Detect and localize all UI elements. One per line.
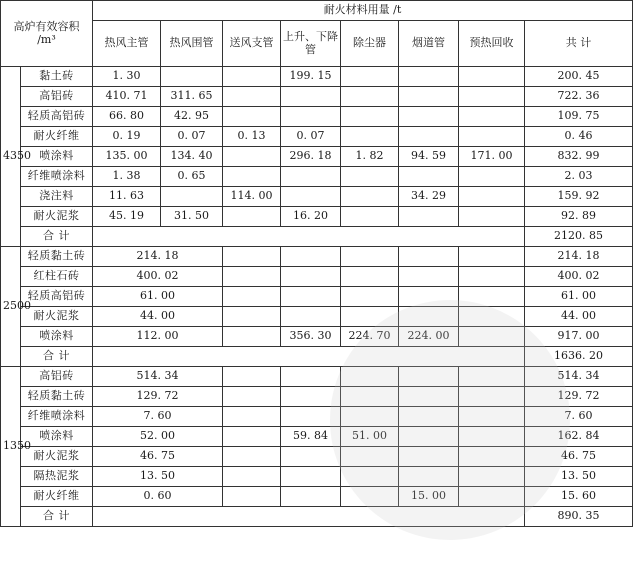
value-cell [161, 67, 223, 87]
total-cell: 13. 50 [525, 467, 633, 487]
sum-row [1, 347, 633, 367]
value-cell: 224. 70 [341, 327, 399, 347]
value-cell: 31. 50 [161, 207, 223, 227]
header-row-2 [1, 21, 633, 67]
value-cell [223, 167, 281, 187]
capacity-header [1, 1, 93, 67]
value-cell: 15. 00 [399, 487, 459, 507]
table-row [1, 127, 633, 147]
total-cell: 722. 36 [525, 87, 633, 107]
sum-blank-cell [93, 347, 525, 367]
material-name: 轻质黏土砖 [21, 247, 93, 267]
material-name: 纤维喷涂料 [21, 167, 93, 187]
material-name: 耐火纤维 [21, 487, 93, 507]
value-cell [459, 387, 525, 407]
value-cell [399, 67, 459, 87]
value-cell [459, 327, 525, 347]
value-cell [399, 367, 459, 387]
value-cell [341, 307, 399, 327]
value-cell [223, 387, 281, 407]
capacity-cell: 1350 [1, 367, 21, 527]
value-cell [281, 187, 341, 207]
value-cell [399, 87, 459, 107]
value-cell [281, 87, 341, 107]
value-cell: 114. 00 [223, 187, 281, 207]
value-cell: 51. 00 [341, 427, 399, 447]
sum-label: 合 计 [21, 227, 93, 247]
sum-row [1, 507, 633, 527]
value-cell [399, 447, 459, 467]
value-cell [459, 287, 525, 307]
value-cell [341, 207, 399, 227]
total-cell: 832. 99 [525, 147, 633, 167]
merged-value-cell: 129. 72 [93, 387, 223, 407]
material-name: 喷涂料 [21, 147, 93, 167]
value-cell: 199. 15 [281, 67, 341, 87]
sum-label: 合 计 [21, 347, 93, 367]
table-row [1, 487, 633, 507]
merged-value-cell: 112. 00 [93, 327, 223, 347]
value-cell [223, 67, 281, 87]
table-row [1, 147, 633, 167]
table-row [1, 467, 633, 487]
value-cell [341, 387, 399, 407]
capacity-header-line2: /m³ [37, 32, 56, 46]
value-cell [223, 427, 281, 447]
value-cell [341, 467, 399, 487]
column-header: 上升、下降管 [281, 21, 341, 67]
material-name: 红柱石砖 [21, 267, 93, 287]
material-name: 隔热泥浆 [21, 467, 93, 487]
value-cell [281, 487, 341, 507]
total-cell: 2. 03 [525, 167, 633, 187]
value-cell [341, 107, 399, 127]
value-cell [223, 207, 281, 227]
merged-value-cell: 0. 60 [93, 487, 223, 507]
table-row [1, 307, 633, 327]
column-header: 热风围管 [161, 21, 223, 67]
value-cell [161, 187, 223, 207]
table-row [1, 367, 633, 387]
merged-value-cell: 13. 50 [93, 467, 223, 487]
value-cell: 224. 00 [399, 327, 459, 347]
value-cell: 16. 20 [281, 207, 341, 227]
column-header: 预热回收 [459, 21, 525, 67]
value-cell [459, 447, 525, 467]
value-cell: 0. 13 [223, 127, 281, 147]
merged-value-cell: 214. 18 [93, 247, 223, 267]
total-cell: 46. 75 [525, 447, 633, 467]
value-cell [281, 287, 341, 307]
material-name: 轻质黏土砖 [21, 387, 93, 407]
material-name: 喷涂料 [21, 327, 93, 347]
value-cell [281, 407, 341, 427]
column-header: 共 计 [525, 21, 633, 67]
value-cell [223, 487, 281, 507]
value-cell [341, 167, 399, 187]
value-cell: 34. 29 [399, 187, 459, 207]
material-name: 轻质高铝砖 [21, 107, 93, 127]
value-cell: 11. 63 [93, 187, 161, 207]
merged-value-cell: 400. 02 [93, 267, 223, 287]
table-row [1, 207, 633, 227]
value-cell [459, 427, 525, 447]
column-header: 烟道管 [399, 21, 459, 67]
value-cell [341, 87, 399, 107]
value-cell: 134. 40 [161, 147, 223, 167]
sum-label: 合 计 [21, 507, 93, 527]
capacity-header-line1: 高炉有效容积 [13, 20, 80, 34]
value-cell [341, 447, 399, 467]
material-name: 耐火纤维 [21, 127, 93, 147]
value-cell: 59. 84 [281, 427, 341, 447]
value-cell [223, 367, 281, 387]
value-cell [281, 307, 341, 327]
value-cell [223, 447, 281, 467]
value-cell: 45. 19 [93, 207, 161, 227]
total-cell: 917. 00 [525, 327, 633, 347]
total-cell: 109. 75 [525, 107, 633, 127]
value-cell [459, 367, 525, 387]
value-cell [341, 267, 399, 287]
group-header: 耐火材料用量 /t [93, 1, 633, 21]
material-name: 高铝砖 [21, 87, 93, 107]
value-cell [459, 107, 525, 127]
value-cell [341, 127, 399, 147]
value-cell [223, 287, 281, 307]
value-cell: 1. 38 [93, 167, 161, 187]
value-cell [341, 187, 399, 207]
material-name: 轻质高铝砖 [21, 287, 93, 307]
total-cell: 92. 89 [525, 207, 633, 227]
value-cell [459, 167, 525, 187]
column-header: 热风主管 [93, 21, 161, 67]
value-cell: 135. 00 [93, 147, 161, 167]
value-cell: 66. 80 [93, 107, 161, 127]
sum-total: 890. 35 [525, 507, 633, 527]
value-cell [459, 307, 525, 327]
material-name: 高铝砖 [21, 367, 93, 387]
total-cell: 61. 00 [525, 287, 633, 307]
value-cell [223, 147, 281, 167]
value-cell [223, 327, 281, 347]
value-cell: 1. 30 [93, 67, 161, 87]
capacity-cell: 4350 [1, 67, 21, 247]
header-row-1 [1, 1, 633, 21]
table-row [1, 387, 633, 407]
merged-value-cell: 46. 75 [93, 447, 223, 467]
value-cell [399, 127, 459, 147]
table-row [1, 287, 633, 307]
sum-row [1, 227, 633, 247]
value-cell: 311. 65 [161, 87, 223, 107]
value-cell [281, 267, 341, 287]
value-cell [223, 467, 281, 487]
material-name: 喷涂料 [21, 427, 93, 447]
value-cell: 0. 19 [93, 127, 161, 147]
value-cell [459, 247, 525, 267]
value-cell: 42. 95 [161, 107, 223, 127]
merged-value-cell: 44. 00 [93, 307, 223, 327]
total-cell: 0. 46 [525, 127, 633, 147]
value-cell: 356. 30 [281, 327, 341, 347]
value-cell [399, 467, 459, 487]
total-cell: 214. 18 [525, 247, 633, 267]
sum-total: 2120. 85 [525, 227, 633, 247]
value-cell [281, 167, 341, 187]
merged-value-cell: 514. 34 [93, 367, 223, 387]
table-row [1, 67, 633, 87]
value-cell [281, 107, 341, 127]
total-cell: 514. 34 [525, 367, 633, 387]
value-cell [223, 87, 281, 107]
total-cell: 400. 02 [525, 267, 633, 287]
table-row [1, 87, 633, 107]
value-cell [281, 467, 341, 487]
sum-blank-cell [93, 227, 525, 247]
value-cell [399, 427, 459, 447]
value-cell [459, 187, 525, 207]
value-cell [399, 167, 459, 187]
value-cell [399, 207, 459, 227]
total-cell: 7. 60 [525, 407, 633, 427]
value-cell [399, 407, 459, 427]
value-cell [399, 267, 459, 287]
value-cell [459, 87, 525, 107]
sum-total: 1636. 20 [525, 347, 633, 367]
table-row [1, 447, 633, 467]
table-row [1, 187, 633, 207]
value-cell: 0. 65 [161, 167, 223, 187]
total-cell: 200. 45 [525, 67, 633, 87]
total-cell: 162. 84 [525, 427, 633, 447]
table-row [1, 427, 633, 447]
total-cell: 44. 00 [525, 307, 633, 327]
value-cell [399, 287, 459, 307]
merged-value-cell: 7. 60 [93, 407, 223, 427]
material-name: 纤维喷涂料 [21, 407, 93, 427]
value-cell [341, 407, 399, 427]
value-cell [459, 267, 525, 287]
table-row [1, 327, 633, 347]
value-cell [341, 487, 399, 507]
table-row [1, 167, 633, 187]
value-cell: 0. 07 [161, 127, 223, 147]
merged-value-cell: 52. 00 [93, 427, 223, 447]
table-row [1, 247, 633, 267]
value-cell [341, 367, 399, 387]
value-cell [459, 487, 525, 507]
value-cell [399, 387, 459, 407]
value-cell [399, 107, 459, 127]
value-cell [223, 267, 281, 287]
value-cell: 94. 59 [399, 147, 459, 167]
total-cell: 15. 60 [525, 487, 633, 507]
value-cell [223, 247, 281, 267]
value-cell [399, 247, 459, 267]
value-cell [459, 207, 525, 227]
column-header: 送风支管 [223, 21, 281, 67]
value-cell [341, 247, 399, 267]
table-row [1, 407, 633, 427]
total-cell: 129. 72 [525, 387, 633, 407]
value-cell [459, 67, 525, 87]
merged-value-cell: 61. 00 [93, 287, 223, 307]
value-cell: 0. 07 [281, 127, 341, 147]
value-cell [223, 307, 281, 327]
value-cell [341, 67, 399, 87]
value-cell [399, 307, 459, 327]
value-cell [459, 467, 525, 487]
material-name: 耐火泥浆 [21, 307, 93, 327]
value-cell [223, 407, 281, 427]
value-cell [281, 387, 341, 407]
column-header: 除尘器 [341, 21, 399, 67]
capacity-cell: 2500 [1, 247, 21, 367]
value-cell: 410. 71 [93, 87, 161, 107]
material-name: 浇注料 [21, 187, 93, 207]
material-name: 耐火泥浆 [21, 447, 93, 467]
material-name: 耐火泥浆 [21, 207, 93, 227]
value-cell [281, 247, 341, 267]
value-cell [341, 287, 399, 307]
value-cell [223, 107, 281, 127]
sum-blank-cell [93, 507, 525, 527]
material-name: 黏土砖 [21, 67, 93, 87]
value-cell: 1. 82 [341, 147, 399, 167]
value-cell: 296. 18 [281, 147, 341, 167]
value-cell [281, 447, 341, 467]
value-cell [459, 407, 525, 427]
total-cell: 159. 92 [525, 187, 633, 207]
table-row [1, 107, 633, 127]
value-cell: 171. 00 [459, 147, 525, 167]
value-cell [281, 367, 341, 387]
table-row [1, 267, 633, 287]
value-cell [459, 127, 525, 147]
